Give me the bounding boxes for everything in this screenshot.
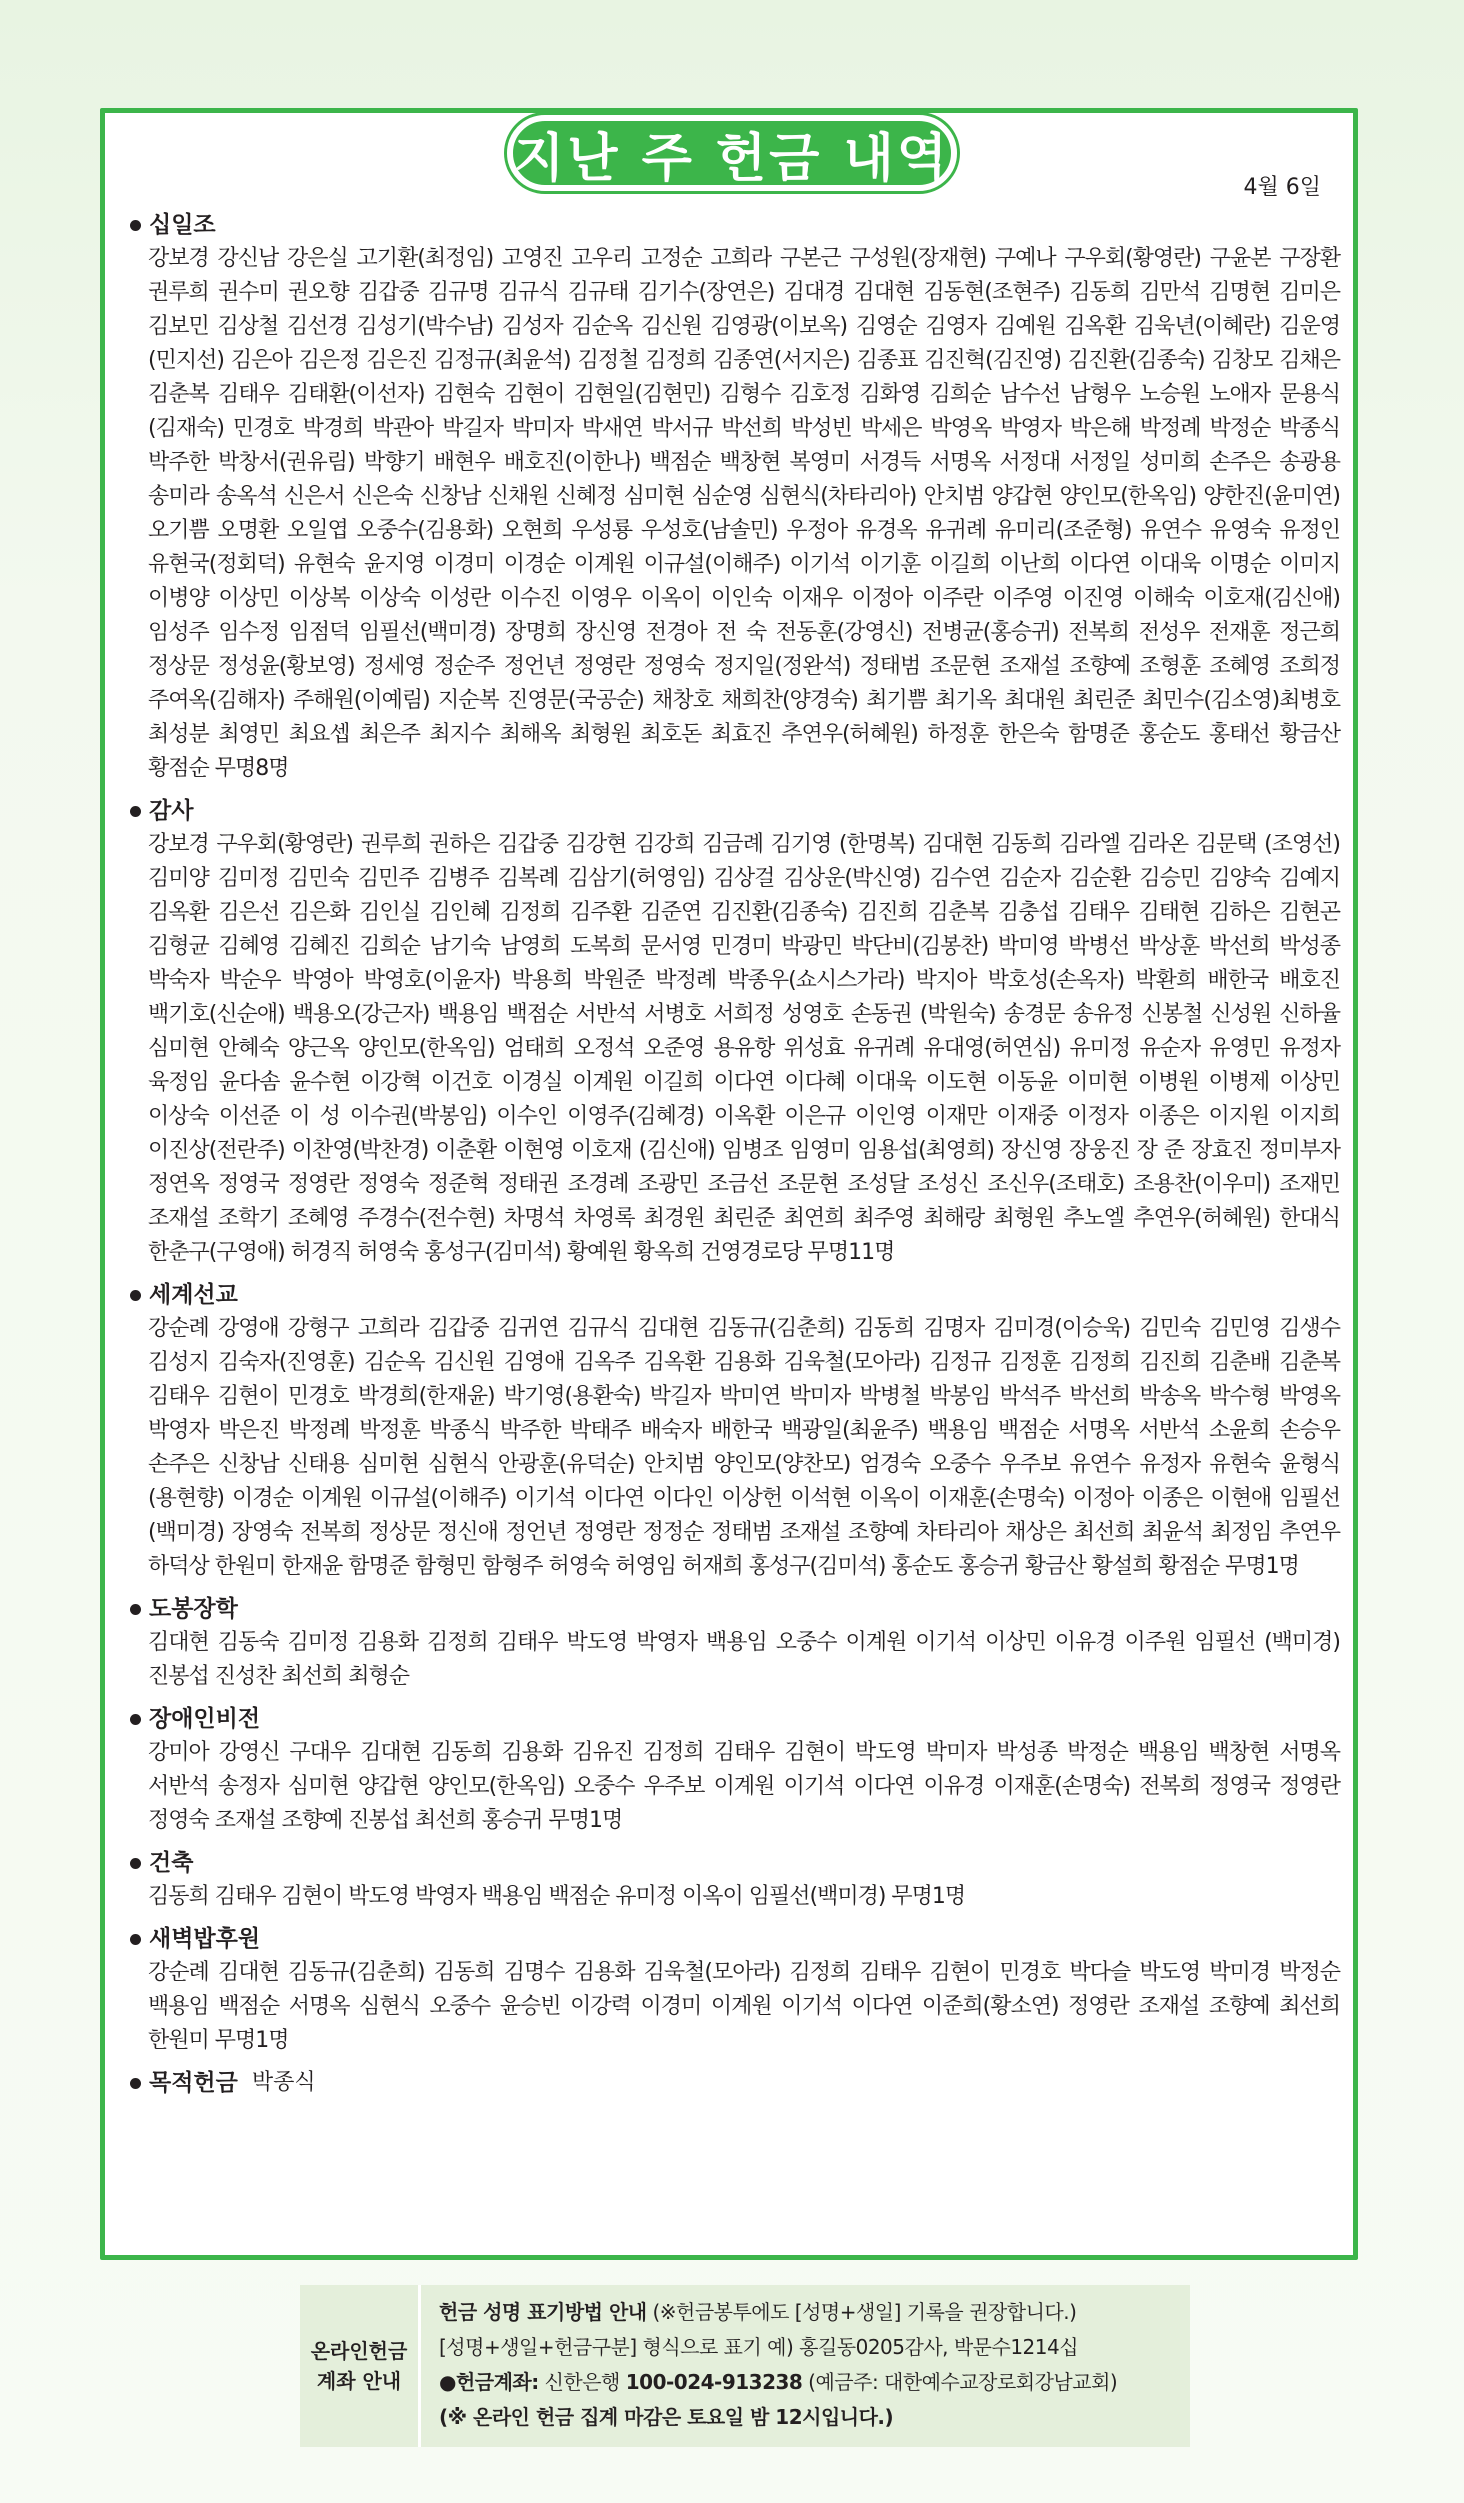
date-label: 4월 6일 — [1243, 175, 1321, 200]
notice-line-2: [성명+생일+헌금구분] 형식으로 표기 예) 홍길동0205감사, 박문수1214십 — [439, 2335, 1079, 2359]
section-title: 건축 — [149, 1850, 194, 1876]
section-names: 김동희 김태우 김현이 박도영 박영자 백용임 백점순 유미정 이옥이 임필선(백미경) 무명1명 — [148, 1884, 966, 1909]
section-names: 강보경 강신남 강은실 고기환(최정임) 고영진 고우리 고정순 고희라 구본근 구성원(장재현) 구예나 구우회(황영란) 구윤본 구장환 권루희 권수미 권오향 김갑중 김규명 김규식 김규태 김기수(장연은) 김대경 김대현 김동현(조현주) 김동희 김만석 김명현 김미은 김보민 김상철 김선경 김성기(박수남) 김성자 김순옥 김신원 김영광(이보옥) 김영순 김영자 김예원 김옥환 김욱년(이혜란) 김운영(민지선) 김은아 김은정 김은진 김정규(최윤석) 김정철 김정희 김종연(서지은) 김종표 김진혁(김진영) 김진환(김종숙) 김창모 김채은 김춘복 김태우 김태환(이선자) 김현숙 김현이 김현일(김현민) 김형수 김호정 김화영 김희순 남수선 남형우 노승원 노애자 문용식(김재숙) 민경호 박경희 박관아 박길자 박미자 박새연 박서규 박선희 박성빈 박세은 박영옥 박영자 박은해 박정례 박정순 박종식 박주한 박창서(권유림) 박향기 배현우 배호진(이한나) 백점순 백창현 복영미 서경득 서명옥 서정대 서정일 성미희 손주은 송광용 송미라 송옥석 신은서 신은숙 신창남 신채원 신혜정 심미현 심순영 심현식(차타리아) 안치범 양갑현 양인모(한옥임) 양한진(윤미연) 오기쁨 오명환 오일엽 오중수(김용화) 오현희 우성룡 우성호(남솔민) 우정아 유경옥 유귀례 유미리(조준형) 유연수 유영숙 유정인 유현국(정회덕) 유현숙 윤지영 이경미 이경순 이계원 이규설(이해주) 이기석 이기훈 이길희 이난희 이다연 이대욱 이명순 이미지 이병양 이상민 이상복 이상숙 이성란 이수진 이영우 이옥이 이인숙 이재우 이정아 이주란 이주영 이진영 이해숙 이호재(김신애) 임성주 임수정 임점덕 임필선(백미경) 장명희 장신영 전경아 전 숙 전동훈(강영신) 전병균(홍승귀) 전복희 전성우 전재훈 정근희 정상문 정성윤(황보영) 정세영 정순주 정언년 정영란 정영숙 정지일(정완석) 정태범 조문현 조재설 조향예 조형훈 조혜영 조희정 주여옥(김해자) 주해원(이예림) 지순복 진영문(국공순) 채창호 채희찬(양경숙) 최기쁨 최기옥 최대원 최린준 최민수(김소영)최병호 최성분 최영민 최요셉 최은주 최지수 최해옥 최형원 최호돈 최효진 추연우(허혜원) 하정훈 한은숙 함명준 홍순도 홍태선 황금산 황점순 무명8명 — [148, 246, 1340, 781]
bullet-icon — [130, 1714, 141, 1725]
bullet-icon — [130, 220, 141, 231]
bullet-icon — [130, 1858, 141, 1869]
section-building — [130, 1846, 1340, 1914]
section-title: 감사 — [149, 798, 194, 824]
section-title: 세계선교 — [149, 1282, 238, 1308]
notice-line-4: (※ 온라인 헌금 집계 마감은 토요일 밤 12시입니다.) — [439, 2405, 894, 2429]
section-world-mission — [130, 1278, 1340, 1584]
page-title: 지난 주 헌금 내역 — [507, 115, 957, 191]
section-names: 강미아 강영신 구대우 김대현 김동희 김용화 김유진 김정희 김태우 김현이 박도영 박미자 박성종 박정순 백용임 백창현 서명옥 서반석 송정자 심미현 양갑현 양인모(한옥임) 오중수 우주보 이계원 이기석 이다연 이유경 이재훈(손명숙) 전복희 정영국 정영란 정영숙 조재설 조향예 진봉섭 최선희 홍승귀 무명1명 — [148, 1740, 1340, 1833]
section-title: 도봉장학 — [149, 1596, 238, 1622]
online-offering-notice — [300, 2285, 1190, 2447]
bullet-icon — [130, 2078, 141, 2089]
account-number: 100-024-913238 — [625, 2370, 803, 2394]
bullet-icon — [130, 806, 141, 817]
section-title: 목적헌금 — [149, 2070, 238, 2096]
section-disability-vision — [130, 1702, 1340, 1838]
section-purpose-offering — [130, 2066, 1340, 2100]
bullet-icon — [130, 1290, 141, 1301]
notice-line-1: 헌금 성명 표기방법 안내 (※헌금봉투에도 [성명+생일] 기록을 권장합니다.) — [439, 2300, 1077, 2324]
bullet-icon — [130, 1934, 141, 1945]
section-names: 김대현 김동숙 김미정 김용화 김정희 김태우 박도영 박영자 백용임 오중수 이계원 이기석 이상민 이유경 이주원 임필선 (백미경) 진봉섭 진성찬 최선희 최형순 — [148, 1630, 1340, 1689]
notice-text — [421, 2285, 1135, 2447]
notice-label: 온라인헌금 계좌 안내 — [300, 2285, 421, 2447]
notice-line-3: ●헌금계좌: 신한은행 100-024-913238 (예금주: 대한예수교장로회강남교회) — [439, 2370, 1118, 2394]
section-title: 십일조 — [149, 212, 216, 238]
section-dawn-meal — [130, 1922, 1340, 2058]
section-names: 강보경 구우회(황영란) 권루희 권하은 김갑중 김강현 김강희 김금례 김기영 (한명복) 김대현 김동희 김라엘 김라온 김문택 (조영선) 김미양 김미정 김민숙 김민주 김병주 김복례 김삼기(허영임) 김상걸 김상운(박신영) 김수연 김순자 김순환 김승민 김양숙 김예지 김옥환 김은선 김은화 김인실 김인혜 김정희 김주환 김준연 김진환(김종숙) 김진희 김춘복 김충섭 김태우 김태현 김하은 김현곤 김형균 김혜영 김혜진 김희순 남기숙 남영희 도복희 문서영 민경미 박광민 박단비(김봉찬) 박미영 박병선 박상훈 박선희 박성종 박숙자 박순우 박영아 박영호(이윤자) 박용희 박원준 박정례 박종우(쇼시스가라) 박지아 박호성(손옥자) 박환희 배한국 배호진 백기호(신순애) 백용오(강근자) 백용임 백점순 서반석 서병호 서희정 성영호 손동권 (박원숙) 송경문 송유정 신봉철 신성원 신하율 심미현 안혜숙 양근옥 양인모(한옥임) 엄태희 오정석 오준영 용유항 위성효 유귀례 유대영(허연심) 유미정 유순자 유영민 유정자 육정임 윤다솜 윤수현 이강혁 이건호 이경실 이계원 이길희 이다연 이다혜 이대욱 이도현 이동윤 이미현 이병원 이병제 이상민 이상숙 이선준 이 성 이수권(박봉임) 이수인 이영주(김혜경) 이옥환 이은규 이인영 이재만 이재중 이정자 이종은 이지원 이지희 이진상(전란주) 이찬영(박찬경) 이춘환 이현영 이호재 (김신애) 임병조 임영미 임용섭(최영희) 장신영 장웅진 장 준 장효진 정미부자 정연옥 정영국 정영란 정영숙 정준혁 정태권 조경례 조광민 조금선 조문현 조성달 조성신 조신우(조태호) 조용찬(이우미) 조재민 조재설 조학기 조혜영 주경수(전수현) 차명석 차영록 최경원 최린준 최연희 최주영 최해랑 최형원 추노엘 추연우(허혜원) 한대식 한춘구(구영애) 허경직 허영숙 홍성구(김미석) 황예원 황옥희 건영경로당 무명11명 — [148, 832, 1340, 1265]
section-names: 강순례 강영애 강형구 고희라 김갑중 김귀연 김규식 김대현 김동규(김춘희) 김동희 김명자 김미경(이승욱) 김민숙 김민영 김생수 김성지 김숙자(진영훈) 김순옥 김신원 김영애 김옥주 김옥환 김용화 김욱철(모아라) 김정규 김정훈 김정희 김진희 김춘배 김춘복 김태우 김현이 민경호 박경희(한재윤) 박기영(용환숙) 박길자 박미연 박미자 박병철 박봉임 박석주 박선희 박송옥 박수형 박영옥 박영자 박은진 박정례 박정훈 박종식 박주한 박태주 배숙자 배한국 백광일(최윤주) 백용임 백점순 서명옥 서반석 소윤희 손승우 손주은 신창남 신태용 심미현 심현식 안광훈(유덕순) 안치범 양인모(양찬모) 엄경숙 오중수 우주보 유연수 유정자 유현숙 윤형식(용현향) 이경순 이계원 이규설(이해주) 이기석 이다연 이다인 이상헌 이석현 이옥이 이재훈(손명숙) 이정아 이종은 이현애 임필선(백미경) 장영숙 전복희 정상문 정신애 정언년 정영란 정정순 정태범 조재설 조향예 차타리아 채상은 최선희 최윤석 최정임 추연우 하덕상 한원미 한재윤 함명준 함형민 함형주 허영숙 허영임 허재희 홍성구(김미석) 홍순도 홍승귀 황금산 황설희 황점순 무명1명 — [148, 1316, 1340, 1579]
bullet-icon — [130, 1604, 141, 1615]
offering-list — [130, 208, 1340, 2108]
section-thanks — [130, 794, 1340, 1270]
section-tithe — [130, 208, 1340, 786]
section-title: 장애인비전 — [149, 1706, 261, 1732]
section-names: 박종식 — [251, 2070, 316, 2095]
section-scholarship — [130, 1592, 1340, 1694]
section-names: 강순례 김대현 김동규(김춘희) 김동희 김명수 김용화 김욱철(모아라) 김정희 김태우 김현이 민경호 박다슬 박도영 박미경 박정순 백용임 백점순 서명옥 심현식 오중수 윤승빈 이강력 이경미 이계원 이기석 이다연 이준희(황소연) 정영란 조재설 조향예 최선희 한원미 무명1명 — [148, 1960, 1340, 2053]
section-title: 새벽밥후원 — [149, 1926, 261, 1952]
